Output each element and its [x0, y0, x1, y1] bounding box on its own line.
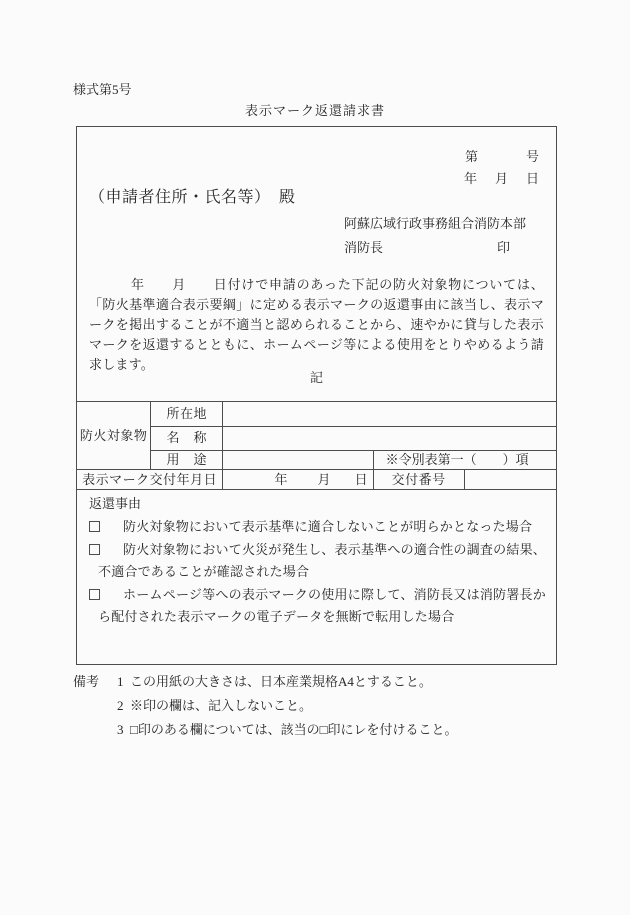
reason-text: 防火対象物において火災が発生し、表示基準への適合性の調査の結果、不適合であることが確認された場合 — [98, 541, 546, 579]
addressee-line: （申請者住所・氏名等） 殿 — [89, 189, 296, 206]
page-title: 表示マーク返還請求書 — [244, 103, 385, 118]
issuer-title: 消防長 — [344, 240, 384, 255]
remark-text: □印のある欄については、該当の□印にレを付けること。 — [130, 722, 458, 737]
record-marker: 記 — [309, 370, 323, 385]
use-value-cell[interactable] — [223, 451, 373, 470]
remarks-section — [73, 670, 457, 742]
remarks-list — [117, 670, 457, 742]
issue-number-value-cell[interactable] — [464, 470, 556, 490]
remark-item — [117, 718, 457, 742]
property-detail-table — [76, 401, 557, 490]
remarks-heading: 備考 — [73, 674, 100, 689]
remark-text: ※印の欄は、記入しないこと。 — [130, 698, 313, 713]
document-number-prefix: 第 — [464, 149, 478, 164]
document-number-blank[interactable] — [478, 153, 526, 166]
remark-item — [117, 694, 457, 718]
reason-text: 防火対象物において表示基準に適合しないことが明らかとなった場合 — [123, 519, 533, 534]
checkbox-icon[interactable] — [89, 544, 100, 555]
reason-item — [98, 539, 546, 584]
seal-placeholder: 印 — [497, 240, 511, 255]
remark-item — [117, 670, 457, 694]
date-year-label: 年 — [463, 171, 477, 186]
issuer-organization: 阿蘇広域行政事務組合消防本部 — [344, 216, 527, 231]
location-value-cell[interactable] — [223, 402, 557, 427]
form-number: 様式第5号 — [73, 82, 132, 97]
return-reasons-section — [77, 489, 556, 629]
name-value-cell[interactable] — [223, 427, 557, 451]
remark-number: 1 — [117, 674, 124, 689]
reason-text: ホームページ等への表示マークの使用に際して、消防長又は消防署長から配付された表示マークの電子データを無断で転用した場合 — [98, 586, 546, 624]
reason-item — [98, 584, 546, 629]
checkbox-icon[interactable] — [89, 589, 100, 600]
issue-date-month-label: 月 — [317, 471, 331, 487]
table-row — [77, 470, 557, 490]
return-reasons-heading: 返還事由 — [89, 496, 142, 511]
request-paragraph: 年 月 日付けで申請のあった下記の防火対象物については、「防火基準適合表示要綱」に定める表示マークの返還事由に該当し、表示マークを掲出することが不適当と認められることから、速やかに貸与した表示マークを返還するとともに、ホームページ等による使用をとりやめるよう請求します。 — [89, 277, 544, 372]
name-label-cell: 名 称 — [151, 427, 223, 451]
document-number-line — [465, 148, 539, 166]
issue-number-label-cell: 交付番号 — [373, 470, 464, 490]
table-row — [77, 402, 557, 427]
issue-date-day-blank[interactable] — [331, 476, 355, 489]
date-day-blank[interactable] — [508, 175, 526, 188]
issue-date-value-cell[interactable] — [223, 470, 373, 490]
use-label-cell: 用 途 — [151, 451, 223, 470]
issue-date-day-label: 日 — [354, 471, 368, 487]
issue-date-label-cell: 表示マーク交付年月日 — [77, 470, 223, 490]
issue-date-month-blank[interactable] — [288, 476, 318, 489]
checkbox-icon[interactable] — [89, 521, 100, 532]
group-label-cell: 防火対象物 — [77, 402, 151, 470]
date-month-blank[interactable] — [477, 175, 495, 188]
date-month-label: 月 — [494, 171, 508, 186]
issue-date-line — [464, 170, 539, 188]
issue-date-year-label: 年 — [274, 471, 288, 487]
remark-text: この用紙の大きさは、日本産業規格A4とすること。 — [130, 674, 432, 689]
location-label-cell: 所在地 — [151, 402, 223, 427]
remark-number: 2 — [117, 698, 124, 713]
request-form-box — [76, 126, 557, 665]
reason-item — [98, 516, 546, 539]
date-day-label: 日 — [525, 171, 539, 186]
document-number-suffix: 号 — [525, 149, 539, 164]
use-note-cell: ※令別表第一（ ）項 — [373, 451, 556, 470]
remark-number: 3 — [117, 722, 124, 737]
return-reasons-list — [77, 516, 556, 629]
